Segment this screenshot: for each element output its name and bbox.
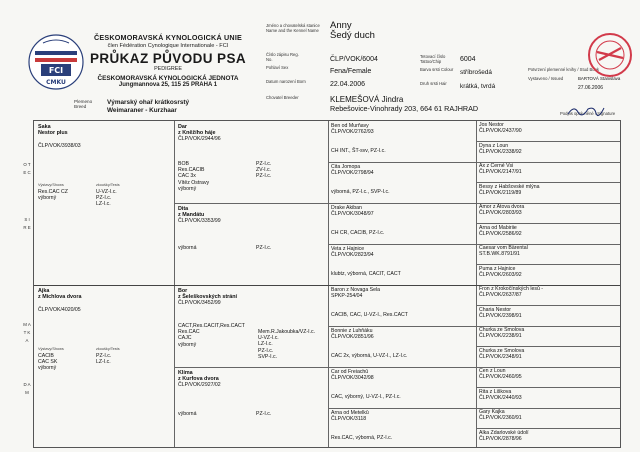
sire-dam-shows: výborná (178, 245, 197, 251)
dam-dam-kennel: z Kurfova dvora (178, 376, 219, 383)
breed-en: Weimaraner - Kurzhaar (107, 107, 177, 114)
ancestor-regno: ČLP/VOK/2398/91 (479, 313, 522, 320)
dam-sire-dam-cell (331, 328, 474, 360)
dam-regno: ČLP/VOK/4020/05 (38, 307, 81, 314)
sire-regno: ČLP/VOK/3938/03 (38, 143, 81, 150)
sire-sire-cell (178, 124, 324, 143)
side-label-dam: D A M (23, 382, 31, 395)
ancestor-name: Churka ze Smolova (479, 327, 525, 333)
ancestor-regno: ČLP/VOK/3048/97 (331, 211, 374, 218)
ancestor-name: Churka ze Smolova (479, 348, 525, 354)
ancestor-regno: ČLP/VOK/2803/93 (479, 210, 522, 217)
ancestor-regno: ČLP/VOK/2147/91 (479, 169, 522, 176)
sire-dam-dam-cell (331, 246, 474, 278)
club-name: ČESKOMORAVSKÁ KYNOLOGICKÁ JEDNOTA (97, 75, 239, 82)
ancestor-regno: ČLP/VOK/2460/95 (479, 374, 522, 381)
sire-tests-label: zkoušky/Tests (96, 183, 120, 187)
ancestor-name: Bessy z Habšovské mlýna (479, 184, 540, 190)
dam-cell (38, 288, 172, 314)
dam-dam-regno: ČLP/VOK/2927/02 (178, 382, 221, 389)
ancestor-regno: ST.B.WK.8791/91 (479, 251, 520, 258)
breed-cz: Výmarský ohař krátkosrstý (107, 99, 190, 106)
org-subtitle: člen Fédération Cynologique Internationale - FCI (107, 43, 229, 49)
org-name: ČESKOMORAVSKÁ KYNOLOGICKÁ UNIE (93, 33, 243, 42)
breeder-address: Rebešovice-Vinohrady 203, 664 61 RAJHRAD (330, 104, 479, 113)
header-block (88, 33, 248, 89)
dog-dob: 22.04.2006 (330, 81, 366, 88)
ancestor-name: Amor z Atova dvora (479, 204, 525, 210)
ancestor-regno: ČLP/VOK/2119/89 (479, 190, 522, 197)
dog-regno: ČLP/VOK/6004 (330, 56, 378, 63)
ancestor-name: Fron z Krokočínských lesů - (479, 286, 544, 292)
ancestor-name: Caesar vom Bärental (479, 245, 528, 251)
gen4-sire-2 (479, 143, 619, 155)
gen4-sire-5 (479, 204, 619, 216)
logo-cmku-text: CMKU (46, 79, 66, 86)
dam-dam-sire-cell (331, 369, 474, 401)
ancestor-regno: ČLP/VOK/2823/94 (331, 252, 374, 259)
sire-name: Saka (38, 124, 51, 130)
sire-sire-dam-cell (331, 164, 474, 196)
dam-kennel: z Michlova dvora (38, 294, 82, 301)
sire-sire-tests: PZ-I.c. ZV-I.c. PZ-I.c. (256, 161, 272, 180)
side-label-matka: M A T K A (23, 322, 31, 343)
dam-sire-regno: ČLP/VOK/3452/99 (178, 300, 221, 307)
dam-dam-tests: PZ-I.c. (256, 411, 272, 417)
sire-dam-regno: ČLP/VOK/3353/99 (178, 218, 221, 225)
dog-sex: Fena/Female (330, 68, 372, 75)
label-stud-book: Potvrzení plemenné knihy / Stud Book (528, 67, 599, 72)
dog-hair: krátká, tvrdá (460, 83, 496, 90)
side-label-sire: S I R E (23, 217, 31, 230)
ancestor-name: Rita z Liškova (479, 389, 512, 395)
signature-scribble (566, 103, 606, 118)
ancestor-regno: ČLP/VOK/2798/94 (331, 170, 374, 177)
ancestor-name: Ben od Murňavy (331, 123, 369, 129)
sire-sire-shows: BOB Res.CACIB CAC 3x Vítěz Ostravy výborný (178, 161, 210, 192)
dog-tattoo: 6004 (460, 56, 476, 63)
sire-sire-name: Dar (178, 124, 187, 130)
gen4-dam-5 (479, 368, 619, 380)
pedigree-table (23, 120, 621, 448)
sire-tests: U-VZ-I.c. PZ-I.c. LZ-I.c. (96, 189, 117, 208)
ancestor-name: Puma z Hajnice (479, 266, 516, 272)
ancestor-regno: ČLP/VOK/3118 (331, 416, 367, 423)
dam-dam-shows: výborná (178, 411, 197, 417)
dam-dam-cell (178, 370, 324, 389)
ancestor-name: Baron z Novaga Sela (331, 287, 381, 293)
ancestor-regno: ČLP/VOK/2437/90 (479, 128, 522, 135)
ancestor-regno: ČLP/VOK/3042/98 (331, 375, 374, 382)
label-tattoo: Tetovací číslo Tattoo/Chip (420, 54, 446, 64)
gen4-sire-4 (479, 184, 619, 196)
label-issued: Vystaveno / Issued (528, 76, 564, 81)
dog-name: Anny (330, 20, 352, 31)
sire-sire-kennel: z Kněžího háje (178, 130, 216, 137)
gen4-sire-3 (479, 163, 619, 175)
ancestor-titles: CH INT., ŠT-svv, PZ-I.c. (331, 148, 386, 155)
official-stamp (585, 30, 635, 80)
dam-shows-label: Výstavy/Shows (38, 347, 64, 351)
club-address: Jungmannova 25, 115 25 PRAHA 1 (118, 82, 218, 88)
ancestor-titles: výborná, PZ-I.c., SVP-I.c. (331, 189, 390, 196)
ancestor-name: Cita Jomopa (331, 164, 361, 170)
dam-sire-name: Bor (178, 288, 188, 294)
issuer-name: BARTOVÁ Stanislava (578, 76, 621, 81)
cmku-fci-logo (27, 33, 85, 91)
ancestor-regno: ČLP/VOK/2878/96 (479, 436, 522, 443)
ancestor-name: Arna od Mabiriie (479, 225, 517, 231)
ancestor-name: Cen z Loun (479, 368, 506, 374)
ancestor-name: Veta z Hajnice (331, 246, 365, 252)
gen4-dam-3 (479, 327, 619, 339)
dam-sire-tests: Mem.R.Jakoubka/VZ-I.c. U-VZ-I.c. LZ-I.c. PZ-I.c. SVP-I.c. (258, 329, 316, 360)
label-dob: Datum narození Born (266, 79, 306, 84)
ancestor-regno: ČLP/VOK/2440/93 (479, 395, 522, 402)
sire-shows-label: Výstavy/Shows (38, 183, 64, 187)
ancestor-name: Charia Nestor (479, 307, 512, 313)
dam-tests-label: zkoušky/Tests (96, 347, 120, 351)
sire-dam-tests: PZ-I.c. (256, 245, 272, 251)
label-hair: Druh srsti Hair (420, 81, 447, 86)
dam-sire-shows: CACT,Res.CACIT,Res.CACT Res.CAC CAJC výborný (178, 323, 245, 348)
ancestor-titles: CH CR, CACIB, PZ-I.c. (331, 230, 385, 237)
gen4-sire-1 (479, 122, 619, 134)
gen4-dam-1 (479, 286, 619, 298)
label-name: Jméno a chovatelská stanice Name and the Kennel Name (266, 23, 320, 33)
ancestor-titles: CAC, výborný, U-VZ-I., PZ-I.c. (331, 394, 401, 401)
gen4-dam-2 (479, 307, 619, 319)
ancestor-regno: ČLP/VOK/2348/91 (479, 354, 522, 361)
ancestor-titles: CACIB, CAC, U-VZ-I., Res.CACT (331, 312, 408, 319)
ancestor-regno: ČLP/VOK/2238/91 (479, 333, 522, 340)
issued-date: 27.06.2006 (578, 85, 604, 91)
gen4-dam-8 (479, 430, 619, 442)
dam-dam-name: Klíma (178, 370, 193, 376)
sire-dam-kennel: z Mandátu (178, 212, 205, 219)
sire-dam-sire-cell (331, 205, 474, 237)
ancestor-name: Alka Zdarlovské údolí (479, 430, 529, 436)
gen4-dam-4 (479, 348, 619, 360)
ancestor-name: Drake Akiban (331, 205, 362, 211)
ancestor-titles: klubtz, výborná, CACIT, CACT (331, 271, 401, 278)
label-sex: Pohlaví Sex (266, 65, 289, 70)
breed-label: Plemeno Breed (74, 99, 93, 109)
sire-cell (38, 124, 172, 150)
ancestor-regno: ČLP/VOK/2637/87 (479, 292, 522, 299)
ancestor-name: Jos Nestor (479, 122, 504, 128)
dam-sire-sire-cell (331, 287, 474, 319)
ancestor-regno: ČLP/VOK/2338/92 (479, 149, 522, 156)
gen4-sire-8 (479, 266, 619, 278)
ancestor-name: Arna od Metelků (331, 410, 369, 416)
dam-sire-kennel: z Šeleškovských strání (178, 294, 238, 301)
ancestor-regno: SPKP-254/04 (331, 293, 363, 300)
dam-sire-cell (178, 288, 324, 307)
dam-name: Ajka (38, 288, 50, 294)
sire-sire-sire-cell (331, 123, 474, 155)
sire-dam-cell (178, 206, 324, 225)
ancestor-regno: ČLP/VOK/2851/96 (331, 334, 374, 341)
dog-kennel: Šedý duch (330, 30, 375, 41)
label-signature: Podpis oprávněné / Signature (560, 111, 616, 116)
dam-tests: PZ-I.c. LZ-I.c. (96, 353, 112, 366)
document-title: PRŮKAZ PŮVODU PSA (89, 51, 247, 66)
sire-dam-name: Dita (178, 206, 189, 212)
gen4-sire-6 (479, 225, 619, 237)
ancestor-name: Dyna z Loun (479, 143, 509, 149)
logo-fci-text: FCI (48, 66, 64, 75)
document-subtitle: PEDIGREE (154, 66, 182, 72)
ancestor-regno: ČLP/VOK/2762/93 (331, 129, 374, 136)
dam-shows: CACIB CAC SK výborný (38, 353, 58, 372)
label-regno: Číslo zápisu Reg. No. (266, 52, 299, 62)
ancestor-regno: ČLP/VOK/2603/92 (479, 272, 522, 279)
breeder-name: KLEMEŠOVÁ Jindra (330, 95, 404, 104)
ancestor-regno: ČLP/VOK/2360/91 (479, 415, 522, 422)
dog-color: stříbrošedá (460, 69, 492, 76)
ancestor-name: Gary Kajka (479, 409, 505, 415)
sire-kennel: Nestor plus (38, 130, 68, 137)
ancestor-titles: Res.CAC, výborná, PZ-I.c. (331, 435, 393, 442)
dam-dam-dam-cell (331, 410, 474, 442)
gen4-dam-6 (479, 389, 619, 401)
ancestor-name: Ax z Černé Vsi (479, 163, 514, 169)
ancestor-regno: ČLP/VOK/2586/92 (479, 231, 522, 238)
side-label-otec: O T E C (23, 162, 31, 175)
gen4-sire-7 (479, 245, 619, 257)
ancestor-name: Bonnie z Luhňáku (331, 328, 373, 334)
ancestor-titles: CAC 2x, výborná, U-VZ-I., LZ-I.c. (331, 353, 408, 360)
sire-shows: Res.CAC CZ výborný (38, 189, 68, 202)
ancestor-name: Car od Freiachů (331, 369, 369, 375)
sire-sire-regno: ČLP/VOK/2944/96 (178, 136, 221, 143)
label-breeder: Chovatel Breeder (266, 95, 299, 100)
gen4-dam-7 (479, 409, 619, 421)
label-color: Barva srsti Colour (420, 67, 454, 72)
